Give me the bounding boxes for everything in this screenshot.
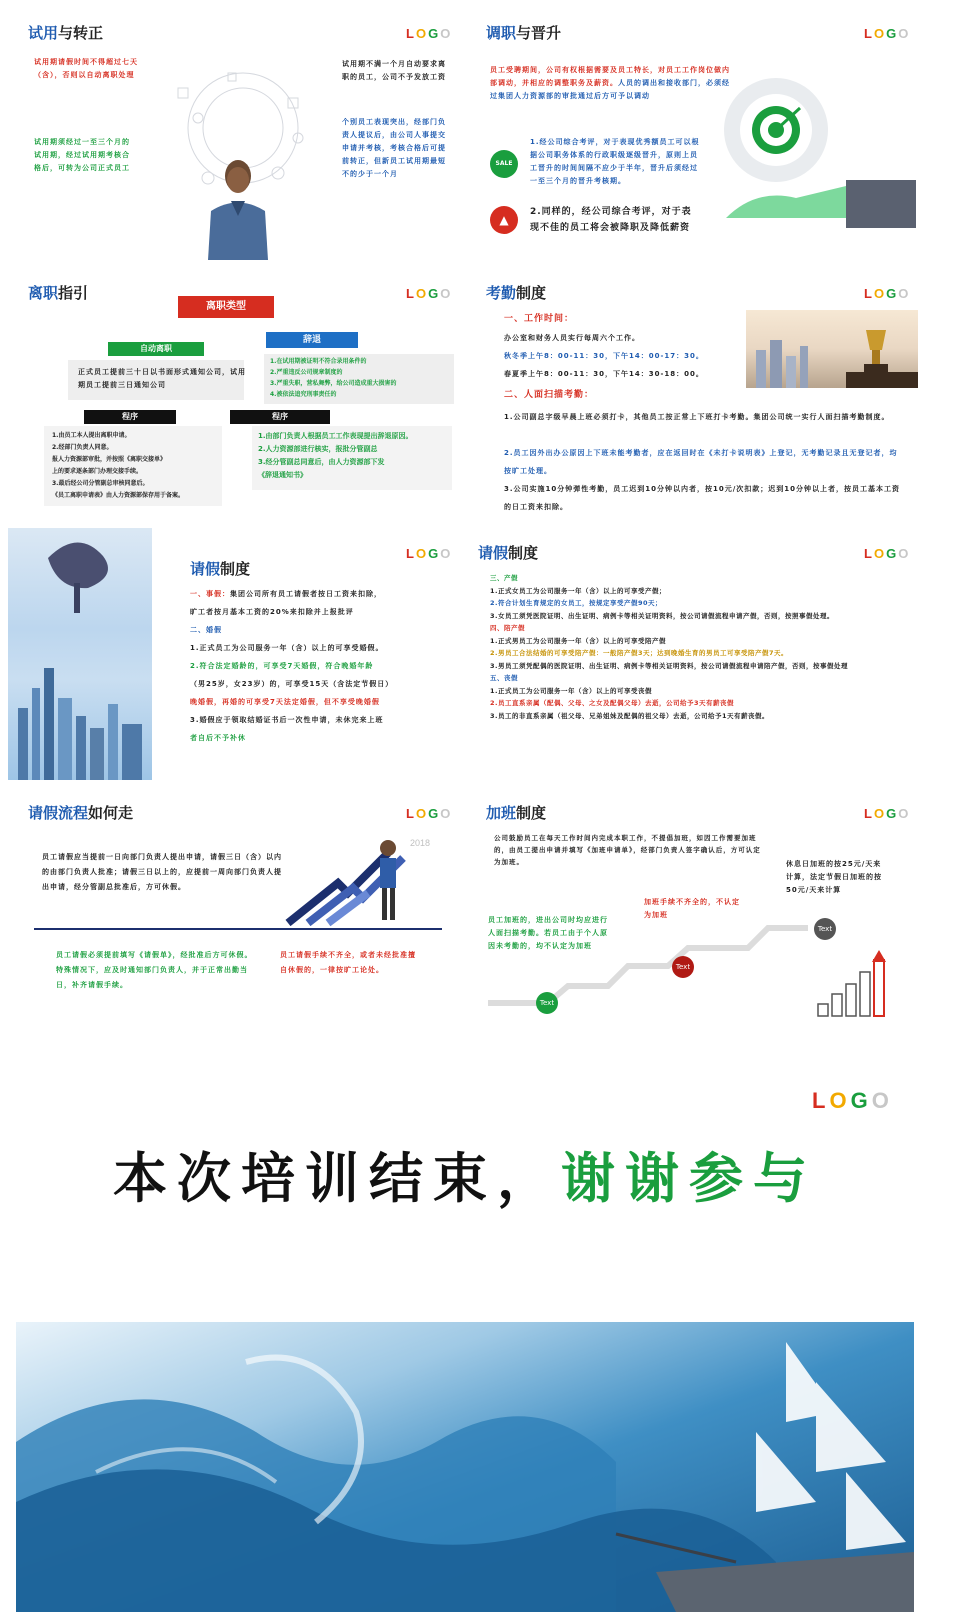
work-time-heading: 一、工作时间： xyxy=(504,314,575,324)
logo: LOGO xyxy=(812,1088,893,1113)
slide-leave-process xyxy=(8,788,460,1040)
leave-form-text: 员工请假必须提前填写《请假单》，经批准后方可休假。特殊情况下，应及时通知部门负责人，并于正常出勤当日，补齐请假手续。 xyxy=(56,951,253,989)
process-label-right: 程序 xyxy=(230,410,330,424)
absence-line: 旷工者按月基本工资的20%来扣除并上报批评 xyxy=(190,608,354,616)
work-time-line-3: 春夏季上午8：00-11：30，下午14：30-18：00。 xyxy=(504,370,704,378)
logo: LOGO xyxy=(864,806,911,821)
overtime-pay: 休息日加班的按25元/天来计算，法定节假日加班的按50元/天来计算 xyxy=(786,860,882,894)
marriage-line-3: （男25岁，女23岁）的，可享受15天（含法定节假日） xyxy=(190,680,394,688)
slide-title: 请假制度 xyxy=(478,544,539,562)
promotion-item-1: 1.经公司综合考评，对于表现优秀额员工可以根据公司职务体系的行政职级逐级晋升，原则上员工晋升的时间间隔不应少于半年，晋升后须经过一至三个月的晋升考核期。 xyxy=(530,138,700,185)
dismissal-list: 1.在试用期被证明不符合录用条件的 2.严重违反公司规章制度的 3.严重失职，营私舞弊，给公司造成重大损害的 4.被依法追究刑事责任的 xyxy=(270,358,397,398)
leave-violation-text: 员工请假手续不齐全，或者未经批准擅自休假的，一律按旷工论处。 xyxy=(280,951,416,974)
process-right-list: 1.由部门负责人根据员工工作表现提出辞退原因。 2.人力资源部进行核实，报批分管副总 3.经分管副总同意后，由人力资源部下发 《辞退通知书》 xyxy=(258,432,413,479)
businessman-illustration xyxy=(203,156,273,260)
marriage-line-4: 晚婚假，再婚的可享受7天法定婚假，但不享受晚婚假 xyxy=(190,698,380,706)
slide-transfer-promotion xyxy=(468,8,920,260)
bereavement-heading: 五、丧假 xyxy=(490,674,518,682)
paternity-heading: 四、陪产假 xyxy=(490,624,525,632)
left-green-text: 试用期须经过一至三个月的试用期，经过试用期考核合格后，可转为公司正式员工 xyxy=(34,138,130,172)
maternity-heading: 三、产假 xyxy=(490,574,518,582)
sky-city-image xyxy=(8,528,152,780)
work-time-line-1: 办公室和财务人员实行每周六个工作。 xyxy=(504,334,640,342)
logo: LOGO xyxy=(864,546,911,561)
logo: LOGO xyxy=(406,286,453,301)
divider-line xyxy=(34,928,442,930)
slide-leave-2 xyxy=(468,528,920,780)
year-label: 2018 xyxy=(410,838,431,848)
marriage-line-2: 2.符合法定婚龄的，可享受7天婚假，符合晚婚年龄 xyxy=(190,662,374,670)
dismissal-label: 辞退 xyxy=(266,332,358,348)
slide-title: 试用与转正 xyxy=(28,24,104,42)
bar-growth-icon xyxy=(816,948,896,1020)
face-scan-rule-1: 1.公司副总字级早晨上班必须打卡，其他员工按正常上下班打卡考勤。集团公司统一实行人面扫描考勤制度。 xyxy=(504,413,890,421)
promotion-item-2: 2.同样的，经公司综合考评，对于表现不佳的员工将会被降职及降低薪资 xyxy=(530,207,692,233)
logo: LOGO xyxy=(406,26,453,41)
trophy-city-image xyxy=(746,310,918,388)
logo: LOGO xyxy=(864,286,911,301)
auto-resign-text: 正式员工提前三十日以书面形式通知公司，试用期员工提前三日通知公司 xyxy=(78,368,246,389)
slide-leave-1 xyxy=(8,528,460,780)
marriage-line-6: 者自后不予补休 xyxy=(190,734,246,742)
logo: LOGO xyxy=(406,806,453,821)
slide-title: 请假流程如何走 xyxy=(28,804,134,822)
overtime-intro: 公司鼓励员工在每天工作时间内完成本职工作，不提倡加班，如因工作需要加班的，由员工提出申请并填写《加班申请单》，经部门负责人签字确认后，方可认定为加班。 xyxy=(494,834,761,866)
slide-title: 请假制度 xyxy=(190,560,251,578)
leave-rules: 三、产假 1.正式女员工为公司服务一年（含）以上的可享受产假； 2.符合计划生育规定的女员工，按规定享受产假90天； 3.女员工须凭医院证明、出生证明、病例卡等相关证明资料，按公司请假流程申请产假，否则，按照事假处理。 四、陪产假 1.正式男员工为公司服务一年（含）以上的可享受陪产假 2.男员工合法结婚的可享受陪产假：一般陪产假3天；达到晚婚生育的男员工可享受陪产假7天。 3.男员工须凭配偶的医院证明、出生证明、病例卡等相关证明资料，按公司请假流程申请陪产假，否则，按事假处理 五、丧假 1.正式员工为公司服务一年（含）以上的可享受丧假 2.员工直系亲属（配偶、父母、之女及配偶父母）去逝，公司给予3天有薪丧假 3.员工的非直系亲属（祖父母、兄弟姐妹及配偶的祖父母）去逝，公司给予1天有薪丧假。 xyxy=(490,572,910,722)
slide-title: 离职指引 xyxy=(28,284,89,302)
slide-probation xyxy=(8,8,460,260)
sale-icon: SALE xyxy=(490,150,518,178)
right-blue-text: 个别员工表现突出，经部门负责人提议后，由公司人事提交申请并考核，考核合格后可提前转正，但新员工试用期最短不的少于一个月 xyxy=(342,118,446,178)
slide-title: 考勤制度 xyxy=(486,284,547,302)
right-dark-text: 试用期不满一个月自动要求离职的员工，公司不予发放工资 xyxy=(342,60,446,81)
bank-icon: ▲ xyxy=(490,206,518,234)
work-time-line-2: 秋冬季上午8：00-11：30，下午14：00-17：30。 xyxy=(504,352,704,360)
slide-attendance xyxy=(468,268,920,520)
timeline-node-2: Text xyxy=(672,956,694,978)
timeline-node-1: Text xyxy=(536,992,558,1014)
logo: LOGO xyxy=(864,26,911,41)
process-label-left: 程序 xyxy=(84,410,176,424)
left-red-text: 试用期请假时间不得超过七天（含），否则以自动离职处理 xyxy=(34,58,138,79)
growth-arrows-illustration xyxy=(278,828,438,928)
marriage-heading: 二、婚假 xyxy=(190,626,222,634)
marriage-line-1: 1.正式员工为公司服务一年（含）以上的可享受婚假。 xyxy=(190,644,384,652)
slide-resignation xyxy=(8,268,460,520)
timeline-node-3: Text xyxy=(814,918,836,940)
logo: LOGO xyxy=(406,546,453,561)
face-scan-rule-3: 3.公司实施10分钟弹性考勤，员工迟到10分钟以内者，按10元/次扣款；迟到10分钟以上者，按员工基本工资的日工资来扣除。 xyxy=(504,485,901,511)
slide-overtime xyxy=(468,788,920,1040)
overtime-invalid: 加班手续不齐全的，不认定为加班 xyxy=(644,898,740,919)
face-scan-rule-2: 2.员工因外出办公原因上下班未能考勤者，应在返回时在《未打卡说明表》上登记，无考勤记录且无登记者，均按旷工处理。 xyxy=(504,449,898,475)
overtime-scan: 员工加班的，进出公司时均应进行人面扫描考勤。若员工由于个人原因未考勤的，均不认定为加班 xyxy=(488,916,608,950)
gear-target-illustration xyxy=(716,68,916,248)
process-left-list: 1.由员工本人提出离职申请。 2.经部门负责人同意。 报人力资源部审批，并按照《离职交接单》 上的要求逐条部门办理交接手续。 3.最后经公司分管副总审核同意后。 《员工离职申请表》由人力资源部保存用于备案。 xyxy=(52,432,185,499)
personal-leave-line: 一、事假：集团公司所有员工请假者按日工资来扣除， xyxy=(190,590,382,598)
closing-title: 本次培训结束，谢谢参与 xyxy=(113,1147,817,1210)
leave-process-text: 员工请假应当提前一日向部门负责人提出申请，请假三日（含）以内的由部门负责人批准；请假三日以上的，应提前一周向部门负责人提出申请，经分管副总批准后，方可休假。 xyxy=(42,853,282,891)
face-scan-heading: 二、人面扫描考勤： xyxy=(504,390,595,400)
resign-type-label: 离职类型 xyxy=(178,296,274,318)
slide-title: 调职与晋升 xyxy=(486,24,562,42)
intro-text: 员工受聘期间，公司有权根据需要及员工特长，对员工工作岗位做内部调动，并相应的调整职务及薪资。人员的调出和接收部门，必须经过集团人力资源部的审批通过后方可予以调动 xyxy=(490,66,730,100)
auto-resign-label: 自动离职 xyxy=(108,342,204,356)
slide-title: 加班制度 xyxy=(486,804,547,822)
marriage-line-5: 3.婚假应于领取结婚证书后一次性申请，未休完来上班 xyxy=(190,716,384,724)
wave-ship-image xyxy=(16,1322,914,1612)
slide-closing xyxy=(0,1056,960,1620)
